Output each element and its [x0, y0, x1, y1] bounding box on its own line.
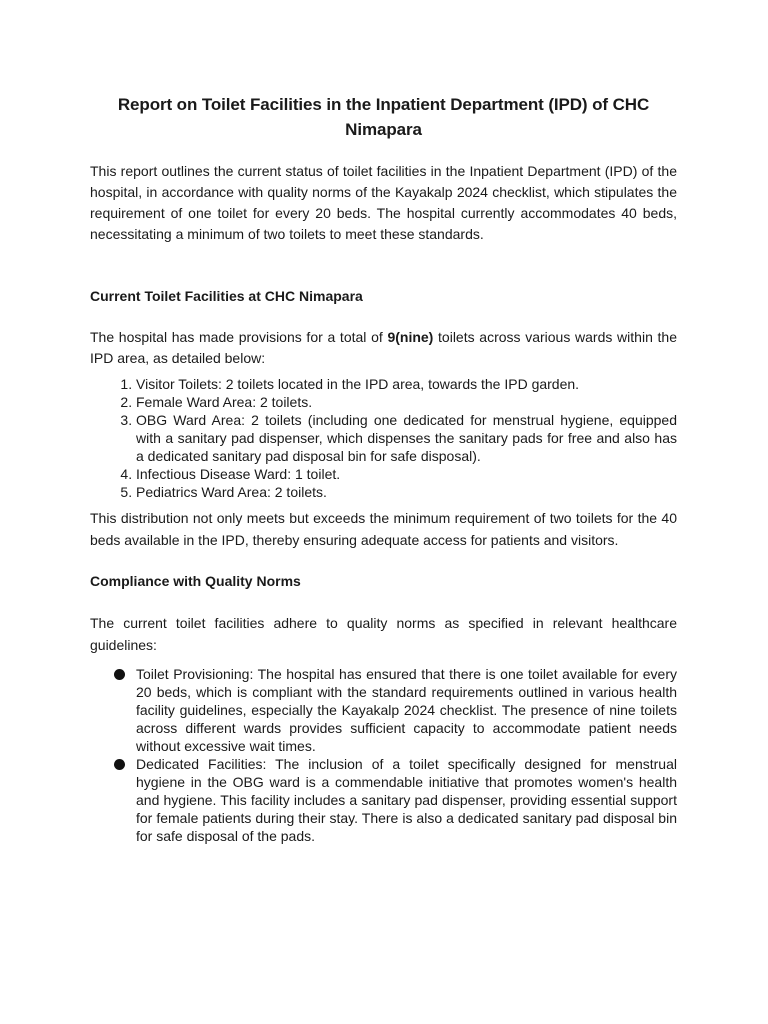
compliance-paragraph: The current toilet facilities adhere to quality norms as specified in relevant healthcare guidelines:	[90, 615, 677, 653]
list-item-female-ward: 2. Female Ward Area: 2 toilets.	[136, 393, 677, 411]
report-title: Report on Toilet Facilities in the Inpatient Department (IPD) of CHC Nimapara	[117, 95, 650, 139]
bullet-text: Toilet Provisioning: The hospital has ensured that there is one toilet available for every 20 beds, which is compliant with the standard requirements outlined in various health facility guidelines, especially the Kayakalp 2024 checklist. The presence of nine toilets across different wards provides sufficient capacity to accommodate patient needs without excessive wait times.	[136, 666, 677, 754]
bullet-text: Dedicated Facilities: The inclusion of a toilet specifically designed for menstrual hygiene in the OBG ward is a commendable initiative that promotes women's health and hygiene. This facility includes a sanitary pad dispenser, providing essential support for female patients during their stay. There is also a dedicated sanitary pad disposal bin for safe disposal of the pads.	[136, 756, 677, 844]
bullet-item-dedicated-facilities	[136, 755, 677, 845]
list-item-infectious-ward: 4. Infectious Disease Ward: 1 toilet.	[136, 465, 677, 483]
list-item-obg-ward: 3. OBG Ward Area: 2 toilets (including one dedicated for menstrual hygiene, equipped with a sanitary pad dispenser, which dispenses the sanitary pads for free and also has a dedicated sanitary pad disposal bin for safe disposal).	[136, 411, 677, 465]
document-page	[90, 92, 677, 845]
bullet-dot-icon	[114, 759, 125, 770]
intro-paragraph: This report outlines the current status of toilet facilities in the Inpatient Department (IPD) of the hospital, in accordance with quality norms of the Kayakalp 2024 checklist, which stipulates the requirement of one toilet for every 20 beds. The hospital currently accommodates 40 beds, necessitating a minimum of two toilets to meet these standards.	[90, 163, 677, 242]
compliance-heading: Compliance with Quality Norms	[90, 573, 301, 589]
current-facilities-heading: Current Toilet Facilities at CHC Nimapara	[90, 288, 363, 304]
facilities-list	[90, 375, 677, 501]
compliance-bullet-list	[90, 665, 677, 845]
list-item-visitor-toilets: 1. Visitor Toilets: 2 toilets located in the IPD area, towards the IPD garden.	[136, 375, 677, 393]
current-para-start: The hospital has made provisions for a total of	[90, 329, 388, 345]
distribution-paragraph: This distribution not only meets but exceeds the minimum requirement of two toilets for the 40 beds available in the IPD, thereby ensuring adequate access for patients and visitors.	[90, 510, 677, 548]
bullet-dot-icon	[114, 669, 125, 680]
current-facilities-paragraph	[90, 327, 677, 369]
toilet-count: 9(nine)	[387, 329, 434, 345]
list-item-pediatrics-ward: 5. Pediatrics Ward Area: 2 toilets.	[136, 483, 677, 501]
current-para-end: toilets across various wards within the IPD area, as detailed below:	[90, 329, 677, 366]
bullet-item-toilet-provisioning	[136, 665, 677, 755]
